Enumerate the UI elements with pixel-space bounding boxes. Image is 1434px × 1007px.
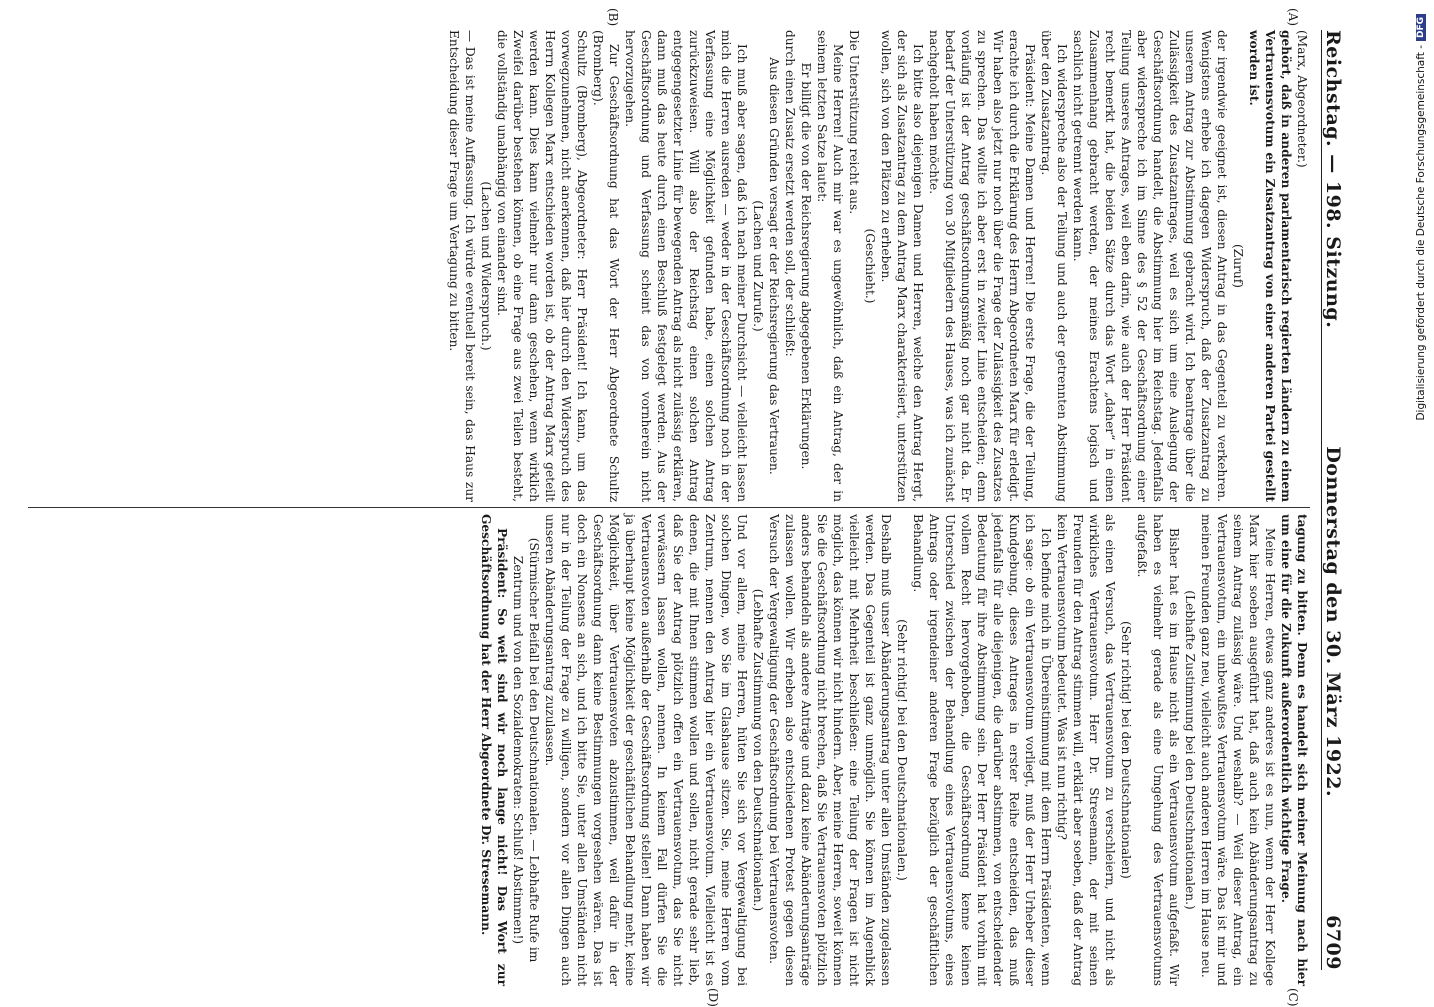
text-column-right xyxy=(20,514,1310,986)
paragraph: durch einen Zusatz ersetzt werden soll, der schließt: xyxy=(783,30,797,357)
paragraph: (Lachen und Widerspruch.) xyxy=(479,181,493,351)
paragraph: (Stürmischer Beifall bei den Deutschnationalen. — Lebhafte Rufe im Zentrum und von den Sozialdemokraten: Schluß! Abstimmen!) xyxy=(511,537,541,963)
paragraph: Ich bitte also diejenigen Damen und Herren, welche den Antrag Hergt, der sich als Zusatzantrag zu dem Antrag Marx charakterisiert, unterstützen wollen, sich von den Plätzen zu erheben. xyxy=(879,30,925,502)
paragraph: (Sehr richtig! bei den Deutschnationalen.) xyxy=(895,619,909,881)
paragraph: (Lebhafte Zustimmung bei den Deutschnationalen.) xyxy=(1183,590,1197,910)
paragraph: Und vor allem, meine Herren, hüten Sie sich vor Vergewaltigung bei solchen Dingen, wo Sie im Glashause sitzen. Sie, meine Herren vom Zentrum, nennen den Antrag hier ein Vertrauensvotum. Vielleicht ist es denen, die mit Ihnen stimmen wollen und sollen, nicht gerade sehr lieb, daß Sie der Antrag plötzlich offen ein Vertrauensvotum, das Sie nicht verwässern lassen wollen, nennen. In keinem Fall dürfen Sie die Vertrauensvoten außerhalb der Geschäftsordnung stellen! Dann haben wir ja überhaupt keine Möglichkeit der geschäftlichen Behandlung mehr, keine Möglichkeit, über Vertrauensvoten abzustimmen, weil dafür in der Geschäftsordnung dann keine Bestimmungen vorgesehen wären. Das ist doch ein Nonsens an sich, und ich bitte Sie, unter allen Umständen nicht nur in der Teilung der Frage zu willigen, sondern vor allen Dingen auch unseren Abänderungsantrag zuzulassen. xyxy=(543,514,749,986)
paragraph: Bisher hat es im Hause nicht als ein Vertrauensvotum aufgefaßt. Wir haben es vielmehr gerade als eine Umgehung des Vertrauensvotums aufgefaßt. xyxy=(1135,514,1181,986)
header-date: Donnerstag den 30. März 1922. xyxy=(1322,446,1344,798)
margin-letter-d: (D) xyxy=(706,988,720,1007)
paragraph: Meine Herren, etwas ganz anderes ist es nun, wenn der Herr Kollege Marx hier soeben ausgeführt hat, daß auch kein Abänderungsantrag zu seinem Antrag zulässig wäre. Und weshalb? — Weil dieser Antrag, ein Vertrauensvotum, ein unbewußtes Vertrauensvotum wäre. Das ist mir und meinen Freunden ganz neu, vielleicht auch anderen Herren im Hause neu. xyxy=(1199,514,1277,986)
paragraph: (Lachen und Zurufe.) xyxy=(751,200,765,332)
paragraph: — Das ist meine Auffassung. Ich würde eventuell bereit sein, das Haus zur Entscheidung dieser Frage um Vertagung zu bitten. xyxy=(447,30,477,502)
paragraph: Zur Geschäftsordnung hat das Wort der Herr Abgeordnete Schultz (Bromberg). xyxy=(591,30,621,502)
digitization-credit xyxy=(1410,14,1432,994)
margin-letter-a: (A) xyxy=(1286,8,1300,27)
page-header xyxy=(1321,30,1352,970)
paragraph: (Sehr richtig! bei den Deutschnationalen) xyxy=(1119,621,1133,879)
paragraph: Die Unterstützung reicht aus. xyxy=(847,30,861,215)
paragraph: tagung zu bitten. Denn es handelt sich meiner Meinung nach hier um eine für die Zukunft außerordentlich wichtige Frage. xyxy=(1279,514,1309,986)
paragraph: (Zuruf) xyxy=(1231,243,1245,288)
paragraph: (Geschieht.) xyxy=(863,228,877,304)
paragraph: Präsident: Meine Damen und Herren! Die erste Frage, die der Teilung, erachte ich durch die Erklärung des Herrn Abgeordneten Marx für erledigt. Wir haben also jetzt nur noch über die Frage der Zulässigkeit des Zusatzes zu sprechen. Das wollte ich aber erst in zweiter Linie entscheiden; denn vorläufig ist der Antrag geschäftsordnungsmäßig noch gar nicht da. Er bedarf der Unterstützung von 30 Mitgliedern des Hauses, was ich zunächst nachgeholt haben möchte. xyxy=(927,30,1037,502)
column-divider xyxy=(28,507,1310,508)
paragraph: (Marx, Abgeordneter.) xyxy=(1295,30,1309,168)
paragraph: Aus diesen Gründen versagt er der Reichsregierung das Vertrauen. xyxy=(767,57,781,475)
digitization-text: Digitalisierung gefördert durch die Deutsche Forschungsgemeinschaft - xyxy=(1415,45,1427,421)
margin-letter-b: (B) xyxy=(606,8,620,27)
margin-letter-c: (C) xyxy=(1286,988,1300,1007)
paragraph: Meine Herren! Auch mir war es ungewöhnlich, daß ein Antrag, der in seinem letzten Satze lautet: xyxy=(815,30,845,502)
paragraph: Schultz (Bromberg), Abgeordneter: Herr Präsident! Ich kann, um das vorwegzunehmen, nicht anerkennen, daß hier durch den Widerspruch des Herrn Kollegen Marx entschieden worden ist, ob der Antrag Marx geteilt werden kann. Dies kann vielmehr nur dann geschehen, wenn wirklich Zweifel darüber bestehen können, ob eine Frage aus zwei Teilen besteht, die vollständig unabhängig von einander sind. xyxy=(495,30,589,502)
header-left: Reichstag. — 198. Sitzung. xyxy=(1322,30,1344,329)
paragraph: als einen Versuch, das Vertrauensvotum zu verschleiern, und nicht als wirkliches Vertrauensvotum. Herr Dr. Stresemann, der mit seinen Freunden für den Antrag stimmen will, erklärt aber soeben, daß der Antrag kein Vertrauensvotum bedeutet. Was ist nun richtig? xyxy=(1055,514,1117,986)
paragraph: (Lebhafte Zustimmung von den Deutschnationalen.) xyxy=(751,588,765,912)
paragraph: Ich muß aber sagen, daß ich nach meiner Durchsicht — vielleicht lassen mich die Herren ausreden — weder in der Geschäftsordnung noch in der Verfassung eine Möglichkeit gefunden habe, einen solchen Antrag zurückzuweisen. Will also der Reichstag einen solchen Antrag entgegengesetzter Linie für bewegenden Antrag als nicht zulässig erklären, dann muß das heute durch einen Beschluß festgelegt werden. Aus der Geschäftsordnung und Verfassung scheint das von vornherein nicht hervorzugehen. xyxy=(623,30,749,502)
page-number: 6709 xyxy=(1322,915,1344,970)
dfg-logo: DFG xyxy=(1416,14,1426,41)
paragraph: der irgendwie geeignet ist, diesen Antrag in das Gegenteil zu verkehren. Wenigstens erhebe ich dagegen Widerspruch, daß der Zusatzantrag zu unserem Antrag zur Abstimmung gebracht wird. Ich beantrage über die Zulässigkeit des Zusatzantrages, weil es sich um eine Auslegung der Geschäftsordnung handelt, die Abstimmung hier im Reichstag. Jedenfalls aber widerspreche ich im Sinne des § 52 der Geschäftsordnung einer Teilung unseres Antrages, weil eben darin, wie auch der Herr Präsident recht bemerkt hat, die beiden Sätze durch das Wort „daher“ in einen Zusammenhang gebracht werden, der meines Erachtens logisch und sachlich nicht getrennt werden kann. xyxy=(1071,30,1229,502)
text-column-left xyxy=(20,30,1310,502)
paragraph: gehört, daß in anderen parlamentarisch regierten Ländern zu einem Vertrauensvotum ein Zusatzantrag von einer anderen Partei gestellt worden ist. xyxy=(1247,30,1293,502)
paragraph: Ich widerspreche also der Teilung und auch der getrennten Abstimmung über den Zusatzantrag. xyxy=(1039,30,1069,502)
paragraph: Deshalb muß unser Abänderungsantrag unter allen Umständen zugelassen werden. Das Gegenteil ist ganz unmöglich. Sie können im Augenblick vielleicht mit Mehrheit beschließen: eine Teilung der Fragen ist nicht möglich, das können wir nicht hindern. Aber, meine Herren, soweit können Sie die Geschäftsordnung nicht brechen, daß Sie Vertrauensvoten plötzlich anders behandeln als andere Anträge und dazu keine Abänderungsanträge zulassen wollen. Wir erheben also entschiedenen Protest gegen diesen Versuch der Vergewaltigung der Geschäftsordnung bei Vertrauensvoten. xyxy=(767,514,893,986)
paragraph: Er billigt die von der Reichsregierung abgegebenen Erklärungen. xyxy=(799,62,813,470)
paragraph: Ich befinde mich in Übereinstimmung mit dem Herrn Präsidenten, wenn ich sage: ob ein Vertrauensvotum vorliegt, muß der Herr Urheber dieser Kundgebung, dieses Antrages in erster Reihe entscheiden, das muß jedenfalls für alle diejenigen, die darüber abstimmen, von entscheidender Bedeutung für ihre Abstimmung sein. Der Herr Präsident hat vorhin mit vollem Recht hervorgehoben, die Geschäftsordnung kenne keinen Unterschied zwischen der Behandlung eines Vertrauensvotums, eines Antrags oder irgendeiner anderen Frage bezüglich der geschäftlichen Behandlung. xyxy=(911,514,1053,986)
paragraph: Präsident: So weit sind wir noch lange nicht! Das Wort zur Geschäftsordnung hat der Herr Abgeordnete Dr. Stresemann. xyxy=(479,514,509,986)
